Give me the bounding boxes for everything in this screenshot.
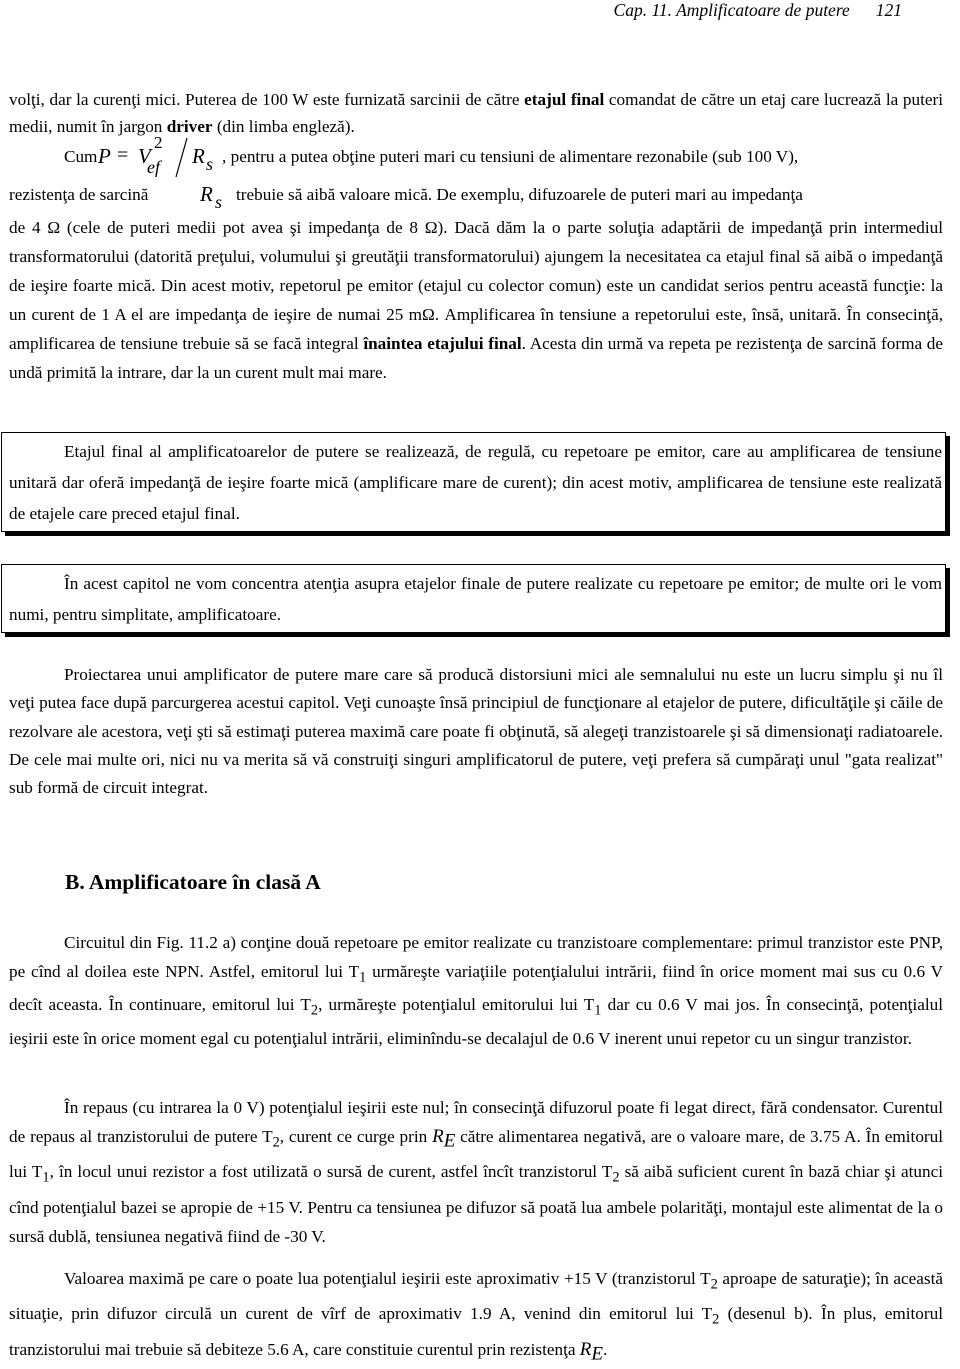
chapter-title: Cap. 11. Amplificatoare de putere [613,0,850,20]
formula-R: R [192,144,205,168]
formula-line [9,133,943,183]
rs-sub: s [215,192,223,212]
bold-term-before-final: înaintea etajului final [363,334,522,353]
paragraph-intro: volţi, dar la curenţi mici. Puterea de 100 W este furnizată sarcinii de către etajul final comandat de către un etaj care lucrează la puteri medii, numit în jargon driver (din limba engleză). [9,90,943,136]
page-header [614,0,902,20]
bold-term-driver: driver [166,117,213,136]
formula-cum: Cum [64,147,98,166]
paragraph-max-value: Valoarea maximă pe care o poate lua potenţialul ieşirii este aproximativ +15 V (tranzistorul $T_2$ aproape de saturaţie); în această situaţie, prin difuzor circulă un curent de vîrf de aproximativ 1.9 A, venind din emitorul lui $T_2$ (desenul b). În plus, emitorul tranzistorului mai trebuie să debiteze 5.6 A, care constituie curentul prin rezistenţa $R_E$. [9,1269,943,1365]
bold-term-final-stage: etajul final [524,90,605,109]
paragraph-design: Proiectarea unui amplificator de putere mare care să producă distorsiuni mici ale semnalului nu este un lucru simplu şi nu îl veţi putea face după parcurgerea acestui capitol. Veţi cunoaşte însă principiul de funcţionare al etajelor de putere, dificultăţile şi căile de rezolvare ale acestora, veţi şti să estimaţi puterea maximă care poate fi obţinută, să alegeţi tranzistoarele şi să dimensionaţi radiatoarele. De cele mai multe ori, nici nu va merita să vă construiţi singuri amplificatorul de putere, veţi prefera să cumpăraţi unul "gata realizat" sub formă de circuit integrat. [9,665,943,798]
formula-V: V [138,144,151,168]
highlight-box-chapter-focus: În acest capitol ne vom concentra atenţia asupra etajelor finale de putere realizate cu repetoare pe emitor; de multe ori le vom numi, pentru simplitate, amplificatoare. [1,564,946,633]
formula-P: P [98,144,111,168]
paragraph-circuit: Circuitul din Fig. 11.2 a) conţine două repetoare pe emitor realizate cu tranzistoare complementare: primul tranzistor este PNP, pe cînd al doilea este NPN. Astfel, emitorul lui $T_1$ urmăreşte variaţiile potenţialului intrării, fiind în orice moment mai sus cu 0.6 V decît aceasta. În continuare, emitorul lui $T_2$, urmăreşte potenţialul emitorului lui $T_1$ dar cu 0.6 V mai jos. În consecinţă, potenţialul ieşirii este în orice moment egal cu potenţialul intrării, eliminîndu-se decalajul de 0.6 V inerent unui repetor cu un singur tranzistor. [9,933,943,1049]
formula-exponent: 2 [154,133,163,152]
fraction-slash [174,137,190,179]
formula-text-1: , pentru a putea obţine puteri mari cu tensiuni de alimentare rezonabile (sub 100 V), [222,147,799,166]
formula-line-2: rezistenţa de sarcină R s trebuie să aibă valoare mică. De exemplu, difuzoarele de puteri mari au impedanţa [9,182,803,212]
formula-equals: = [117,144,129,166]
section-title: B. Amplificatoare în clasă A [65,870,321,894]
formula-subscript-ef: ef [147,157,160,177]
highlight-box-final-stage: Etajul final al amplificatoarelor de putere se realizează, de regulă, cu repetoare pe emitor, care au amplificarea de tensiune unitară dar oferă impedanţă de ieşire foarte mică (amplificare mare de curent); din acest motiv, amplificarea de tensiune este realizată de etajele care preced etajul final. [1,432,946,532]
formula-R-subscript: s [206,154,214,174]
page-number: 121 [875,0,902,20]
paragraph-impedance: de 4 Ω (cele de puteri medii pot avea şi impedanţa de 8 Ω). Dacă dăm la o parte soluţia adaptării de impedanţă prin intermediul transformatorului (datorită preţului, volumului şi greutăţii transformatorului) ajungem la necesitatea ca etajul final să aibă o impedanţă de ieşire foarte mică. Din acest motiv, repetorul pe emitor (etajul cu colector comun) este un candidat serios pentru această funcţie: la un curent de 1 A el are impedanţa de ieşire de numai 25 mΩ. Amplificarea în tensiune a repetorului este, însă, unitară. În consecinţă, amplificarea de tensiune trebuie să se facă integral înaintea etajului final. Acesta din urmă va repeta pe rezistenţa de sarcină forma de undă primită la intrare, dar la un curent mult mai mare. [9,218,943,382]
paragraph-quiescent: În repaus (cu intrarea la 0 V) potenţialul ieşirii este nul; în consecinţă difuzorul poate fi legat direct, fără condensator. Curentul de repaus al tranzistorului de putere $T_2$, curent ce curge prin $R_E$ către alimentarea negativă, are o valoare mare, de 3.75 A. În emitorul lui $T_1$, în locul unui rezistor a fost utilizată o sursă de curent, astfel încît tranzistorul $T_2$ să aibă suficient curent în bază chiar şi atunci cînd potenţialul bazei se apropie de +15 V. Pentru ca tensiunea pe difuzor să poată lua ambele polarităţi, montajul este alimentat de la o sursă dublă, tensiunea negativă fiind de -30 V. [9,1098,944,1246]
rs-R: R [200,182,213,206]
